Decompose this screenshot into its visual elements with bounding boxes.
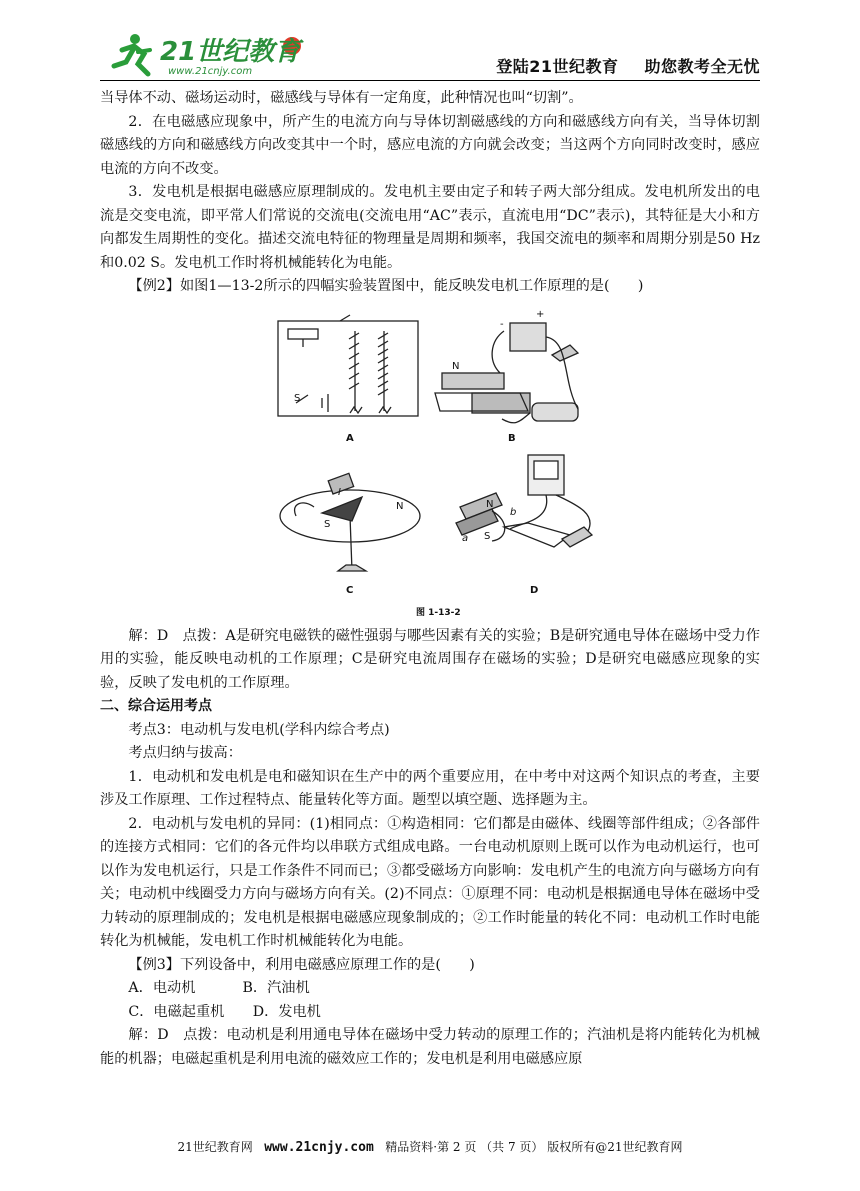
paragraph: 2．电动机与发电机的异同：(1)相同点：①构造相同：它们都是由磁体、线圈等部件组成；②各部件的连接方式相同：它们的各元件均以串联方式组成电路。一台电动机原则上既可以作为电动机运行，也可以作为发电机运行，只是工作条件不同而已；③都受磁场方向影响：发电机产生的电流方向与磁场方向有关；电动机中线圈受力方向与磁场方向有关。(2)不同点：①原理不同：电动机是根据通电导体在磁场中受力转动的原理制成的；发电机是根据电磁感应现象制成的；②工作时能量的转化不同：电动机工作时电能转化为机械能，发电机工作时机械能转化为电能。 xyxy=(100,815,760,949)
panel-d-label: D xyxy=(530,584,539,596)
paragraph: 3．发电机是根据电磁感应原理制成的。发电机主要由定子和转子两大部分组成。发电机所发出的电流是交变电流，即平常人们常说的交流电(交流电用“AC”表示，直流电用“DC”表示)，其特征是大小和方向都发生周期性的变化。描述交流电特征的物理量是周期和频率，我国交流电的频率和周期分别是50 Hz和0.02 S。发电机工作时将机械能转化为电能。 xyxy=(100,184,760,271)
page-content xyxy=(100,87,760,1071)
mark-i: I xyxy=(338,486,341,498)
panel-d-induction xyxy=(456,455,592,547)
logo-text: 21世纪教育 xyxy=(160,37,301,67)
panel-c-label: C xyxy=(346,584,354,596)
header-slogan xyxy=(470,54,760,77)
example-3-solution: 解：D 点拨：电动机是利用通电导体在磁场中受力转动的原理工作的；汽油机是将内能转化为机械能的机器；电磁起重机是利用电流的磁效应工作的；发电机是利用电磁感应原 xyxy=(100,1027,760,1067)
figure-drawing xyxy=(100,301,760,619)
panel-b-motor-principle xyxy=(435,323,578,423)
header-divider xyxy=(100,80,760,81)
example-2-question: 【例2】如图1—13-2所示的四幅实验装置图中，能反映发电机工作原理的是( ) xyxy=(128,278,644,294)
footer-site: 21世纪教育网 xyxy=(177,1140,253,1154)
paragraph: 当导体不动、磁场运动时，磁感线与导体有一定角度，此种情况也叫“切割”。 xyxy=(100,90,583,106)
slogan-right: 助您教考全无忧 xyxy=(644,57,760,76)
footer-info: 精品资料·第 2 页 （共 7 页） 版权所有@21世纪教育网 xyxy=(385,1140,683,1154)
example-3-question: 【例3】下列设备中，利用电磁感应原理工作的是( ) xyxy=(128,956,475,973)
figure-1-13-2 xyxy=(100,301,760,619)
slogan-left: 登陆21世纪教育 xyxy=(496,57,619,76)
mark-b-small: b xyxy=(510,506,517,518)
panel-b-label: B xyxy=(508,432,516,444)
topic-3-title: 考点3：电动机与发电机(学科内综合考点) xyxy=(128,721,390,738)
footer-url: www.21cnjy.com xyxy=(264,1140,374,1155)
paragraph: 2．在电磁感应现象中，所产生的电流方向与导体切割磁感线的方向和磁感线方向有关，当导体切割磁感线的方向和磁感线方向改变其中一个时，感应电流的方向就会改变；当这两个方向同时改变时，感应电流的方向不改变。 xyxy=(100,113,760,177)
mark-plus: + xyxy=(536,308,545,320)
mark-n: N xyxy=(396,500,404,512)
mark-s: S xyxy=(484,530,491,542)
options-ab: A．电动机 B．汽油机 xyxy=(128,980,310,996)
mark-minus: - xyxy=(500,318,504,330)
mark-s: S xyxy=(294,392,301,404)
panel-c-oersted xyxy=(280,473,420,571)
mark-a-small: a xyxy=(462,532,469,544)
figure-caption: 图 1-13-2 xyxy=(416,607,461,618)
example-2-solution: 解：D 点拨：A是研究电磁铁的磁性强弱与哪些因素有关的实验；B是研究通电导体在磁场中受力作用的实验，能反映电动机的工作原理；C是研究电流周围存在磁场的实验；D是研究电磁感应现象的实验，反映了发电机的工作原理。 xyxy=(100,627,760,691)
page-header xyxy=(100,26,760,82)
runner-icon xyxy=(114,34,150,74)
section-heading: 二、综合运用考点 xyxy=(100,698,212,714)
panel-a-label: A xyxy=(346,432,354,444)
mark-n: N xyxy=(452,360,460,372)
mark-n: N xyxy=(486,498,494,510)
topic-summary-label: 考点归纳与拔高： xyxy=(128,745,242,761)
options-cd: C．电磁起重机 D．发电机 xyxy=(128,1003,321,1020)
logo-url: www.21cnjy.com xyxy=(168,66,253,77)
paragraph: 1．电动机和发电机是电和磁知识在生产中的两个重要应用，在中考中对这两个知识点的考查，主要涉及工作原理、工作过程特点、能量转化等方面。题型以填空题、选择题为主。 xyxy=(100,768,760,808)
logo xyxy=(108,30,308,78)
mark-s: S xyxy=(324,518,331,530)
page-footer xyxy=(100,1138,760,1155)
